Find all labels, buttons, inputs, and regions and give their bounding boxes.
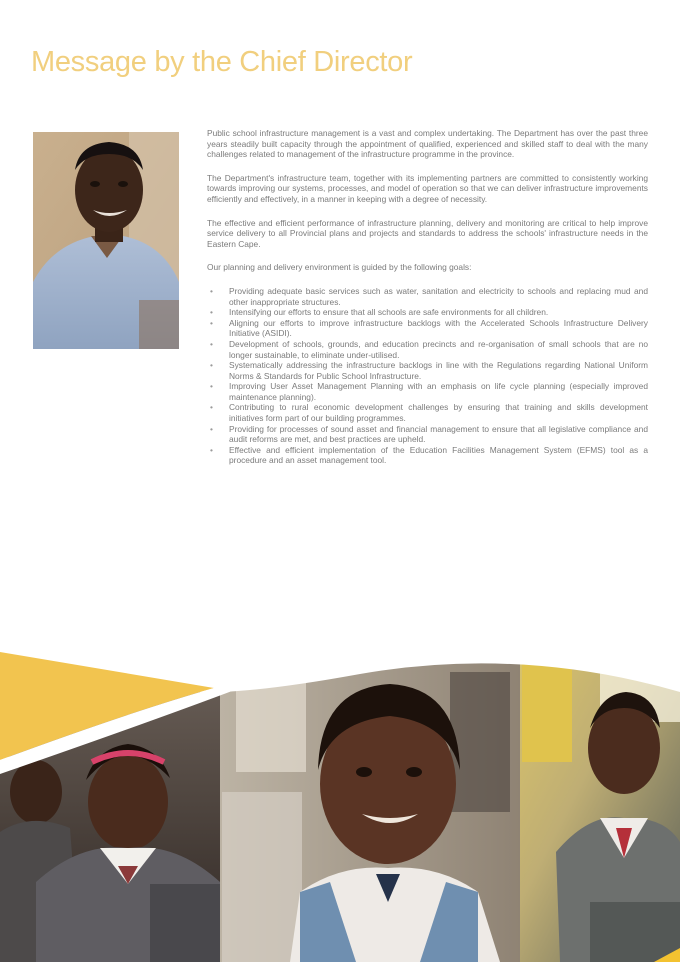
chief-director-portrait [33, 132, 179, 349]
body-paragraph: The Department's infrastructure team, together with its implementing partners are committed to consistently working towards improving our systems, processes, and model of operation so that we can deliver infrastructure improvements efficiently and effectively, in a manner in keeping with a degree of necessity. [207, 172, 648, 204]
body-paragraph: Public school infrastructure management is a vast and complex undertaking. The Department has over the past three years steadily built capacity through the appointment of qualified, experienced and skilled staff to deal with the many challenges related to management of the infrastructure programme in the province. [207, 128, 648, 160]
list-item: • Development of schools, grounds, and education precincts and re-organisation of small schools that are no longer sustainable, to eliminate under-utilised. [207, 339, 648, 360]
school-learners-photo-collage-icon [0, 652, 680, 962]
list-item: • Providing for processes of sound asset and financial management to ensure that all legislative compliance and audit reforms are met, and best practices are upheld. [207, 424, 648, 445]
message-body [207, 128, 648, 466]
list-item: • Providing adequate basic services such as water, sanitation and electricity to schools and replacing mud and other inappropriate structures. [207, 286, 648, 307]
goals-list [207, 286, 648, 466]
list-item: • Intensifying our efforts to ensure that all schools are safe environments for all children. [207, 307, 648, 318]
list-item: • Effective and efficient implementation of the Education Facilities Management System (EFMS) tool as a procedure and an asset management tool. [207, 445, 648, 466]
body-paragraph: The effective and efficient performance of infrastructure planning, delivery and monitoring are critical to help improve service delivery to all Provincial plans and projects and standards to address the schools' infrastructure needs in the Eastern Cape. [207, 217, 648, 249]
photo-strip [0, 652, 680, 962]
page-title: Message by the Chief Director [31, 46, 413, 78]
list-item: • Aligning our efforts to improve infrastructure backlogs with the Accelerated Schools Infrastructure Delivery Initiative (ASIDI). [207, 318, 648, 339]
list-item: • Improving User Asset Management Planning with an emphasis on life cycle planning (especially improved maintenance planning). [207, 381, 648, 402]
person-portrait-photo-icon [33, 132, 179, 349]
list-item: • Contributing to rural economic development challenges by ensuring that training and skills development initiatives form part of our building programmes. [207, 402, 648, 423]
list-item: • Systematically addressing the infrastructure backlogs in line with the Regulations regarding National Uniform Norms & Standards for Public School Infrastructure. [207, 360, 648, 381]
body-paragraph: Our planning and delivery environment is guided by the following goals: [207, 262, 472, 273]
